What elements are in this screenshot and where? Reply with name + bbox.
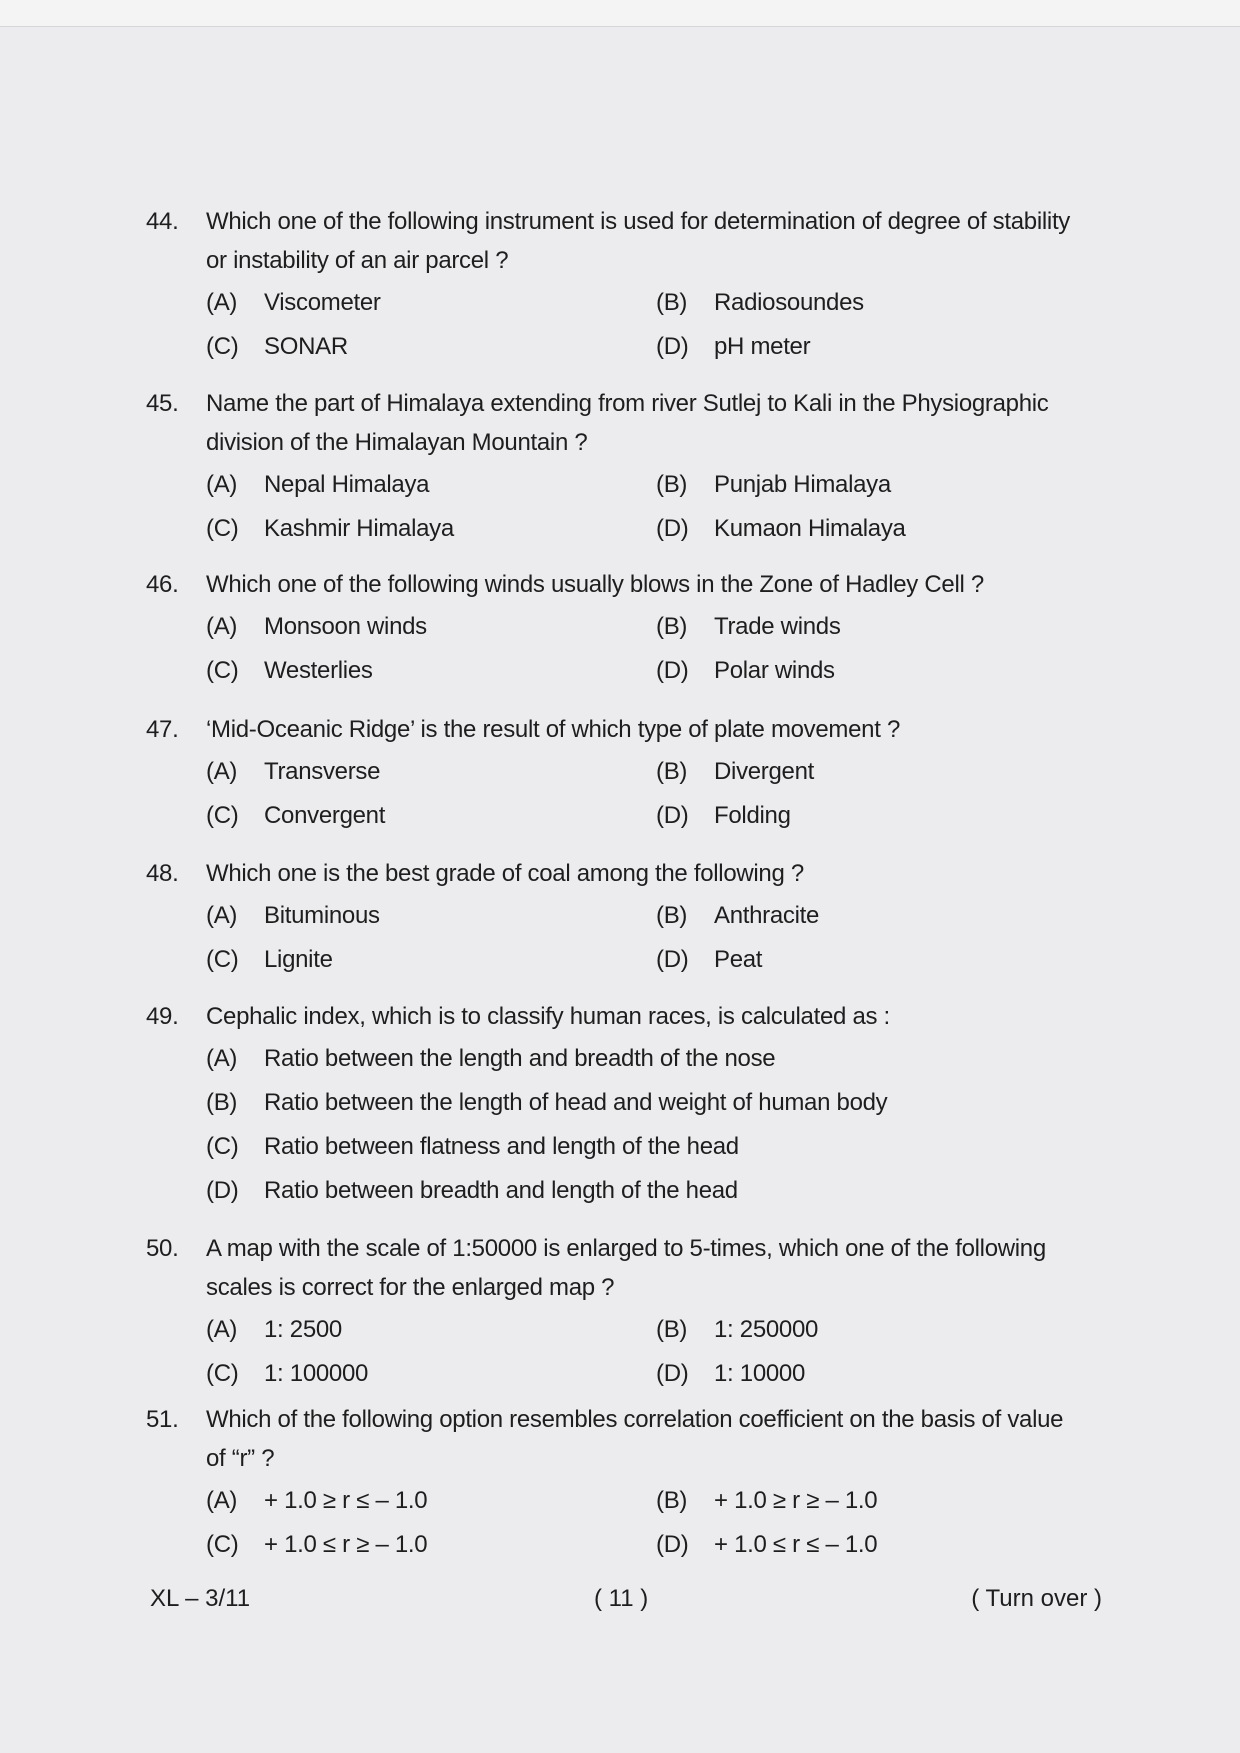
option-a: (A) Monsoon winds xyxy=(206,612,427,640)
question-44 xyxy=(146,202,1106,368)
option-d: (D) + 1.0 ≤ r ≤ – 1.0 xyxy=(656,1530,878,1558)
option-d: (D) 1: 10000 xyxy=(656,1359,806,1387)
question-47 xyxy=(146,710,1106,837)
question-text-line: Name the part of Himalaya extending from river Sutlej to Kali in the Physiographic xyxy=(206,390,1049,417)
question-text-line: Which one is the best grade of coal among the following ? xyxy=(206,860,804,887)
option-c: (C) Convergent xyxy=(206,801,386,829)
question-number: 49. xyxy=(146,1003,179,1030)
option-b: (B) Punjab Himalaya xyxy=(656,470,891,498)
option-d: (D) pH meter xyxy=(656,332,811,360)
question-text-line: Which of the following option resembles correlation coefficient on the basis of value xyxy=(206,1406,1064,1433)
question-number: 51. xyxy=(146,1406,179,1433)
page-number: ( 11 ) xyxy=(594,1585,649,1612)
option-d: (D) Folding xyxy=(656,801,791,829)
option-a: (A) + 1.0 ≥ r ≤ – 1.0 xyxy=(206,1486,428,1514)
option-c: (C) + 1.0 ≤ r ≥ – 1.0 xyxy=(206,1530,428,1558)
option-b: (B) Divergent xyxy=(656,757,815,785)
option-a: (A) 1: 2500 xyxy=(206,1315,342,1343)
question-text-line: Cephalic index, which is to classify human races, is calculated as : xyxy=(206,1003,890,1030)
question-text-line: of “r” ? xyxy=(206,1445,275,1472)
question-text-line: division of the Himalayan Mountain ? xyxy=(206,429,588,456)
question-text-line: Which one of the following instrument is used for determination of degree of stability xyxy=(206,208,1071,235)
option-d: (D) Peat xyxy=(656,945,763,973)
option-a: (A) Transverse xyxy=(206,757,381,785)
question-number: 44. xyxy=(146,208,179,235)
option-b: (B) Trade winds xyxy=(656,612,841,640)
scan-top-edge xyxy=(0,0,1240,27)
option-b: (B) Radiosoundes xyxy=(656,288,864,316)
option-c: (C) Ratio between flatness and length of the head xyxy=(206,1132,739,1160)
option-a: (A) Ratio between the length and breadth of the nose xyxy=(206,1044,776,1072)
question-number: 48. xyxy=(146,860,179,887)
question-48 xyxy=(146,854,1106,981)
option-b: (B) + 1.0 ≥ r ≥ – 1.0 xyxy=(656,1486,878,1514)
question-text-line: Which one of the following winds usually blows in the Zone of Hadley Cell ? xyxy=(206,571,984,598)
paper-code: XL – 3/11 xyxy=(150,1585,251,1612)
question-49 xyxy=(146,997,1106,1212)
option-d: (D) Ratio between breadth and length of the head xyxy=(206,1176,738,1204)
option-c: (C) Westerlies xyxy=(206,656,373,684)
question-text-line: A map with the scale of 1:50000 is enlarged to 5-times, which one of the following xyxy=(206,1235,1046,1262)
option-d: (D) Kumaon Himalaya xyxy=(656,514,906,542)
question-number: 50. xyxy=(146,1235,179,1262)
option-d: (D) Polar winds xyxy=(656,656,835,684)
option-a: (A) Bituminous xyxy=(206,901,380,929)
option-c: (C) SONAR xyxy=(206,332,348,360)
option-a: (A) Nepal Himalaya xyxy=(206,470,430,498)
question-number: 47. xyxy=(146,716,179,743)
option-c: (C) 1: 100000 xyxy=(206,1359,369,1387)
question-46 xyxy=(146,565,1106,692)
question-text-line: scales is correct for the enlarged map ? xyxy=(206,1274,615,1301)
question-51 xyxy=(146,1400,1106,1566)
option-c: (C) Kashmir Himalaya xyxy=(206,514,454,542)
option-b: (B) 1: 250000 xyxy=(656,1315,819,1343)
option-b: (B) Ratio between the length of head and weight of human body xyxy=(206,1088,888,1116)
turn-over-note: ( Turn over ) xyxy=(971,1585,1102,1612)
option-c: (C) Lignite xyxy=(206,945,333,973)
page-footer xyxy=(150,1585,1102,1621)
question-number: 46. xyxy=(146,571,179,598)
question-number: 45. xyxy=(146,390,179,417)
question-text-line: or instability of an air parcel ? xyxy=(206,247,509,274)
option-a: (A) Viscometer xyxy=(206,288,381,316)
question-50 xyxy=(146,1229,1106,1395)
question-text-line: ‘Mid-Oceanic Ridge’ is the result of which type of plate movement ? xyxy=(206,716,901,743)
question-45 xyxy=(146,384,1106,550)
option-b: (B) Anthracite xyxy=(656,901,820,929)
